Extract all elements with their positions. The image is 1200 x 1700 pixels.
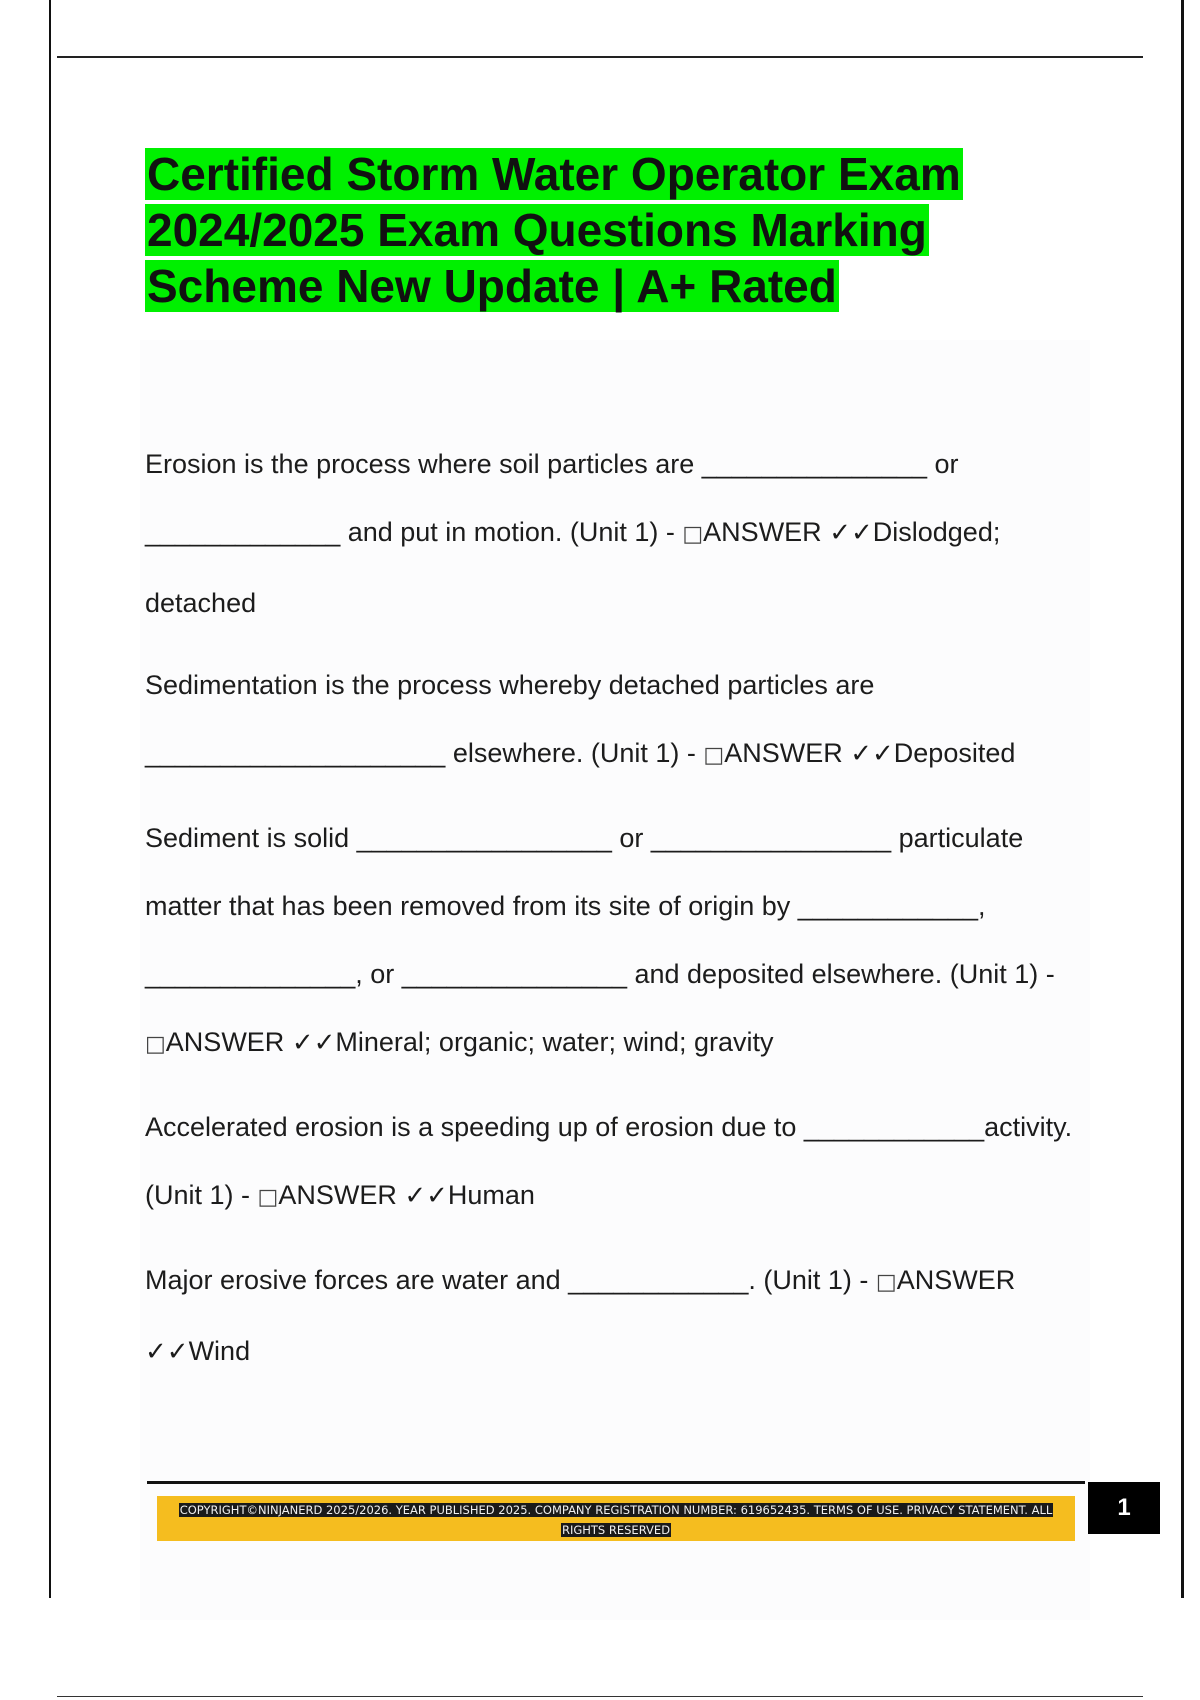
double-check-icon: ✓✓ <box>291 1028 336 1058</box>
checkbox-icon: □ <box>703 743 725 768</box>
answer-text: Deposited <box>893 738 1016 768</box>
document-title <box>145 146 1045 314</box>
checkbox-icon: □ <box>682 522 704 547</box>
question-item <box>145 804 1085 1079</box>
double-check-icon: ✓✓ <box>145 1337 189 1367</box>
page-border-left <box>49 0 51 1598</box>
page-border-right <box>1181 0 1184 1598</box>
question-list <box>145 430 1085 1400</box>
question-item <box>145 1246 1085 1386</box>
answer-text: Dislodged; detached <box>145 517 1008 618</box>
header-rule <box>57 56 1143 58</box>
checkbox-icon: □ <box>145 1032 166 1057</box>
question-prompt: Erosion is the process where soil particles are _______________ or _____________ and put in motion. (Unit 1) - <box>145 449 967 547</box>
double-check-icon: ✓✓ <box>404 1181 448 1211</box>
answer-label: ANSWER <box>724 738 851 768</box>
question-item <box>145 430 1085 637</box>
answer-label: ANSWER <box>278 1180 405 1210</box>
footer-copyright-text: COPYRIGHT©NINJANERD 2025/2026. YEAR PUBLISHED 2025. COMPANY REGISTRATION NUMBER: 619652435. TERMS OF USE. PRIVACY STATEMENT. ALL RIGHTS RESERVED <box>179 1503 1053 1537</box>
question-item <box>145 1093 1085 1232</box>
question-prompt: Sediment is solid _________________ or ________________ particulate matter that has been removed from its site of origin by ____________, ______________, or _______________ and deposited elsewhere. (Unit 1) - <box>145 823 1063 989</box>
double-check-icon: ✓✓ <box>829 518 873 548</box>
question-prompt: Sedimentation is the process whereby detached particles are ____________________ elsewhere. (Unit 1) - <box>145 670 882 768</box>
answer-label: ANSWER <box>703 517 830 547</box>
checkbox-icon: □ <box>257 1185 279 1210</box>
document-title-text: Certified Storm Water Operator Exam 2024/2025 Exam Questions Marking Scheme New Update | A+ Rated <box>147 148 961 312</box>
double-check-icon: ✓✓ <box>850 739 894 769</box>
question-item <box>145 651 1085 790</box>
answer-text: Mineral; organic; water; wind; gravity <box>335 1027 774 1057</box>
answer-label: ANSWER <box>896 1265 1023 1295</box>
footer-copyright <box>170 1500 1062 1540</box>
question-prompt: Major erosive forces are water and ____________. (Unit 1) - <box>145 1265 876 1295</box>
answer-label: ANSWER <box>165 1027 292 1057</box>
checkbox-icon: □ <box>875 1270 897 1295</box>
next-page-rule <box>57 1696 1143 1697</box>
answer-text: Wind <box>188 1336 251 1366</box>
page-number: 1 <box>1088 1482 1160 1534</box>
answer-text: Human <box>447 1180 535 1210</box>
question-prompt: Accelerated erosion is a speeding up of erosion due to ____________activity. (Unit 1) - <box>145 1112 1080 1210</box>
footer-rule <box>147 1481 1085 1484</box>
